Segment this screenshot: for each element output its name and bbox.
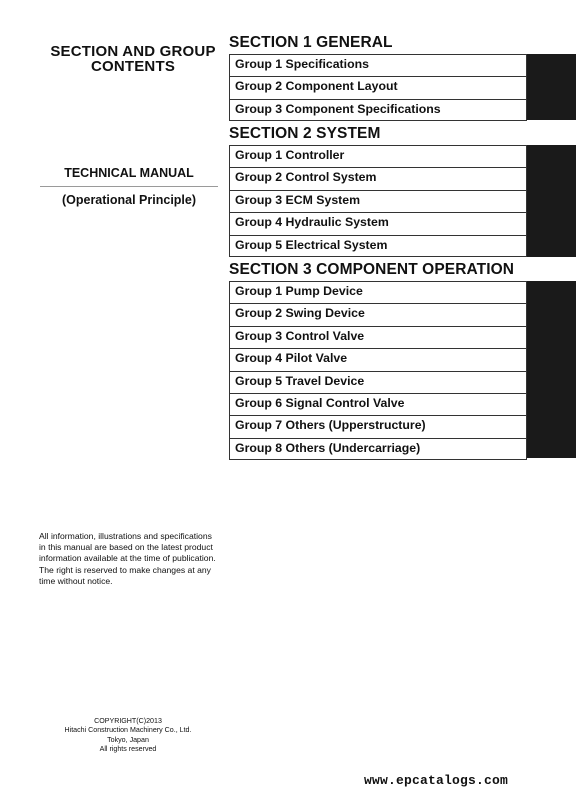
group-label: Group 1 Pump Device bbox=[235, 284, 363, 298]
section-title: SECTION 2 SYSTEM bbox=[229, 125, 381, 142]
group-row[interactable] bbox=[229, 145, 527, 167]
group-label: Group 3 ECM System bbox=[235, 192, 361, 207]
group-row[interactable] bbox=[229, 167, 527, 189]
group-row[interactable] bbox=[229, 281, 527, 303]
group-row[interactable] bbox=[229, 348, 527, 370]
section-tab[interactable] bbox=[527, 54, 576, 120]
title-line-2: CONTENTS bbox=[90, 58, 176, 75]
copyright-line: COPYRIGHT(C)2013 bbox=[94, 717, 162, 725]
rights-line: All rights reserved bbox=[99, 744, 157, 753]
group-label: Group 4 Pilot Valve bbox=[235, 351, 348, 366]
group-label: Group 4 Hydraulic System bbox=[235, 215, 389, 230]
group-row[interactable] bbox=[229, 326, 527, 348]
group-label: Group 5 Electrical System bbox=[235, 237, 388, 252]
group-row[interactable] bbox=[229, 371, 527, 393]
location-line: Tokyo, Japan bbox=[107, 735, 149, 744]
title-line-1: SECTION AND GROUP bbox=[50, 43, 216, 60]
group-row[interactable] bbox=[229, 303, 527, 325]
group-label: Group 7 Others (Upperstructure) bbox=[235, 418, 426, 433]
group-label: Group 3 Component Specifications bbox=[235, 101, 441, 116]
group-label: Group 2 Component Layout bbox=[235, 79, 398, 94]
group-label: Group 6 Signal Control Valve bbox=[235, 396, 405, 410]
manual-type: TECHNICAL MANUAL bbox=[64, 166, 194, 180]
group-row[interactable] bbox=[229, 438, 527, 460]
group-row[interactable] bbox=[229, 54, 527, 76]
group-row[interactable] bbox=[229, 235, 527, 257]
group-label: Group 2 Swing Device bbox=[235, 306, 365, 321]
watermark-link[interactable]: www.epcatalogs.com bbox=[364, 773, 509, 788]
section-tab[interactable] bbox=[527, 281, 576, 458]
group-row[interactable] bbox=[229, 99, 527, 121]
group-label: Group 2 Control System bbox=[235, 170, 377, 185]
group-row[interactable] bbox=[229, 76, 527, 98]
group-label: Group 1 Specifications bbox=[235, 57, 369, 71]
group-row[interactable] bbox=[229, 415, 527, 437]
manual-subtitle: (Operational Principle) bbox=[61, 193, 197, 207]
group-row[interactable] bbox=[229, 393, 527, 415]
group-label: Group 1 Controller bbox=[235, 148, 345, 162]
disclaimer-text: All information, illustrations and specifications in this manual are based on the latest product information available at the time of publication. The right is reserved to make changes at any time without notice. bbox=[39, 531, 216, 586]
company-line: Hitachi Construction Machinery Co., Ltd. bbox=[64, 726, 192, 735]
group-row[interactable] bbox=[229, 212, 527, 234]
group-label: Group 5 Travel Device bbox=[235, 373, 365, 388]
section-title: SECTION 1 GENERAL bbox=[229, 34, 393, 51]
group-label: Group 3 Control Valve bbox=[235, 328, 365, 343]
section-title: SECTION 3 COMPONENT OPERATION bbox=[229, 261, 515, 278]
section-tab[interactable] bbox=[527, 145, 576, 257]
group-row[interactable] bbox=[229, 190, 527, 212]
group-label: Group 8 Others (Undercarriage) bbox=[235, 440, 421, 455]
